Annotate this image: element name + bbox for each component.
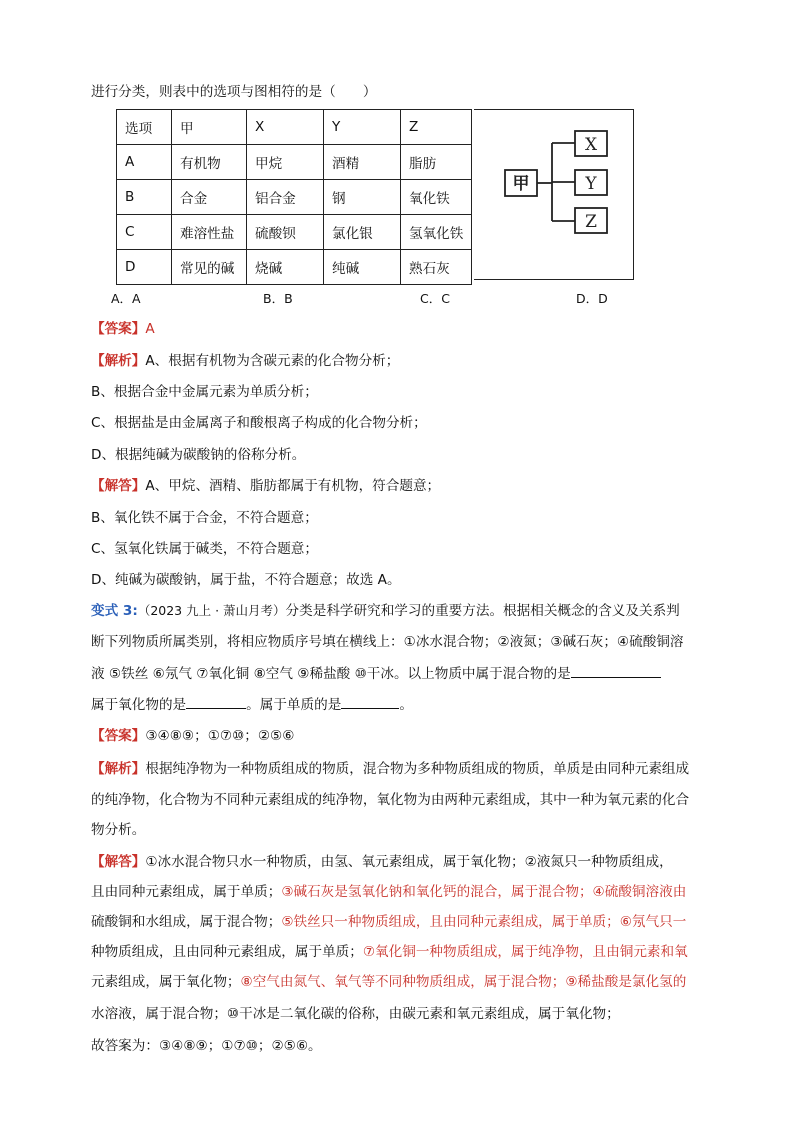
choice-d: D．D bbox=[576, 291, 608, 306]
q2-analysis-line bbox=[91, 759, 689, 779]
table-header-row bbox=[117, 110, 472, 145]
table-cell: 选项 bbox=[117, 110, 172, 145]
answer-tag: 【答案】 bbox=[91, 321, 146, 337]
q2-solution-line bbox=[91, 942, 688, 962]
q1-solution-line: B、氧化铁不属于合金，不符合题意； bbox=[91, 510, 318, 526]
solution-text: 且由同种元素组成，属于单质； bbox=[91, 884, 282, 900]
analysis-text: A、根据有机物为含碳元素的化合物分析； bbox=[145, 353, 400, 369]
table-cell: A bbox=[117, 145, 172, 180]
variant-label: 变式 3: bbox=[91, 603, 138, 619]
solution-text: 元素组成，属于氧化物； bbox=[91, 974, 241, 990]
q2-stem-line bbox=[91, 601, 680, 621]
mixture-blank[interactable] bbox=[571, 663, 661, 678]
table-cell: Y bbox=[324, 110, 401, 145]
q2-solution-line bbox=[91, 852, 673, 872]
analysis-tag: 【解析】 bbox=[91, 353, 146, 369]
q1-solution-line: C、氢氧化铁属于碱类，不符合题意； bbox=[91, 541, 318, 557]
table-cell: 熟石灰 bbox=[401, 250, 472, 285]
solution-text-highlight: ③碱石灰是氢氧化钠和氧化钙的混合，属于混合物；④硫酸铜溶液由 bbox=[281, 884, 687, 900]
q2-analysis-line: 物分析。 bbox=[91, 822, 146, 838]
q1-analysis-line: C、根据盐是由金属离子和酸根离子构成的化合物分析； bbox=[91, 415, 427, 431]
table-row bbox=[117, 215, 472, 250]
solution-text-highlight: ⑦氧化铜一种物质组成，属于纯净物，且由铜元素和氧 bbox=[362, 944, 688, 960]
table-cell: 氯化银 bbox=[324, 215, 401, 250]
q2-solution-line bbox=[91, 972, 686, 992]
table-row bbox=[117, 180, 472, 215]
table-cell: 难溶性盐 bbox=[172, 215, 247, 250]
solution-tag: 【解答】 bbox=[91, 854, 146, 870]
table-cell: 纯碱 bbox=[324, 250, 401, 285]
child-label-y: Y bbox=[585, 174, 597, 194]
answer-value: A bbox=[145, 321, 155, 337]
q2-solution-line bbox=[91, 882, 686, 902]
table-cell: 酒精 bbox=[324, 145, 401, 180]
table-cell: 脂肪 bbox=[401, 145, 472, 180]
q1-analysis-line: D、根据纯碱为碳酸钠的俗称分析。 bbox=[91, 447, 306, 463]
stem-text: 分类是科学研究和学习的重要方法。根据相关概念的含义及关系判 bbox=[285, 603, 680, 619]
q2-solution-line bbox=[91, 912, 686, 932]
table-cell: 氢氧化铁 bbox=[401, 215, 472, 250]
q2-stem-line: 断下列物质所属类别，将相应物质序号填在横线上：①冰水混合物；②液氮；③碱石灰；④硫酸铜溶 bbox=[91, 634, 684, 650]
q1-solution-line: D、纯碱为碳酸钠，属于盐，不符合题意；故选 A。 bbox=[91, 572, 401, 588]
solution-text-highlight: ⑤铁丝只一种物质组成，且由同种元素组成，属于单质；⑥氖气只一 bbox=[281, 914, 687, 930]
table-row bbox=[117, 145, 472, 180]
solution-tag: 【解答】 bbox=[91, 478, 146, 494]
table-cell: B bbox=[117, 180, 172, 215]
table-cell: Z bbox=[401, 110, 472, 145]
options-table bbox=[116, 109, 472, 285]
q2-analysis-line: 的纯净物，化合物为不同种元素组成的纯净物，氧化物为由两种元素组成，其中一种为氧元素的化合 bbox=[91, 792, 690, 808]
table-cell: C bbox=[117, 215, 172, 250]
q1-analysis-line: B、根据合金中金属元素为单质分析； bbox=[91, 384, 318, 400]
answer-value: ③④⑧⑨；①⑦⑩；②⑤⑥ bbox=[145, 728, 295, 744]
q2-stem-line bbox=[91, 694, 413, 715]
analysis-tag: 【解析】 bbox=[91, 761, 146, 777]
stem-text: 属于氧化物的是 bbox=[91, 697, 187, 713]
q2-stem-line bbox=[91, 663, 661, 684]
classification-figure bbox=[474, 109, 634, 280]
root-label: 甲 bbox=[512, 174, 530, 194]
q2-final-answer: 故答案为：③④⑧⑨；①⑦⑩；②⑤⑥。 bbox=[91, 1038, 322, 1054]
choice-c: C．C bbox=[420, 291, 450, 306]
table-cell: 烧碱 bbox=[247, 250, 324, 285]
table-cell: 有机物 bbox=[172, 145, 247, 180]
q2-answer bbox=[91, 726, 294, 746]
variant-source: （2023 九上 · 萧山月考） bbox=[137, 603, 286, 618]
child-label-z: Z bbox=[585, 212, 597, 232]
choice-b: B．B bbox=[263, 291, 293, 306]
solution-text-highlight: ⑧空气由氮气、氧气等不同种物质组成，属于混合物；⑨稀盐酸是氯化氢的 bbox=[240, 974, 687, 990]
stem-text: 。 bbox=[399, 697, 413, 713]
answer-tag: 【答案】 bbox=[91, 728, 146, 744]
table-cell: 合金 bbox=[172, 180, 247, 215]
q2-solution-line: 水溶液，属于混合物；⑩干冰是二氧化碳的俗称，由碳元素和氧元素组成，属于氧化物； bbox=[91, 1006, 620, 1022]
q1-analysis-line bbox=[91, 351, 399, 371]
solution-text: 种物质组成，且由同种元素组成，属于单质； bbox=[91, 944, 363, 960]
child-label-x: X bbox=[584, 135, 598, 155]
element-blank[interactable] bbox=[341, 694, 399, 709]
solution-text: ①冰水混合物只水一种物质，由氢、氧元素组成，属于氧化物；②液氮只一种物质组成， bbox=[145, 854, 673, 870]
question-intro: 进行分类，则表中的选项与图相符的是（ ） bbox=[91, 84, 377, 100]
tree-diagram bbox=[474, 110, 634, 281]
table-cell: 常见的碱 bbox=[172, 250, 247, 285]
solution-text: 硫酸铜和水组成，属于混合物； bbox=[91, 914, 282, 930]
table-cell: 钢 bbox=[324, 180, 401, 215]
q1-solution-line bbox=[91, 476, 440, 496]
table-cell: 硫酸钡 bbox=[247, 215, 324, 250]
table-cell: 氧化铁 bbox=[401, 180, 472, 215]
oxide-blank[interactable] bbox=[186, 694, 246, 709]
table-cell: D bbox=[117, 250, 172, 285]
q1-answer bbox=[91, 319, 155, 339]
stem-text: 。属于单质的是 bbox=[246, 697, 342, 713]
table-cell: X bbox=[247, 110, 324, 145]
table-row bbox=[117, 250, 472, 285]
table-cell: 甲 bbox=[172, 110, 247, 145]
table-cell: 甲烷 bbox=[247, 145, 324, 180]
solution-text: A、甲烷、酒精、脂肪都属于有机物，符合题意； bbox=[145, 478, 441, 494]
choice-a: A．A bbox=[111, 291, 141, 306]
table-cell: 铝合金 bbox=[247, 180, 324, 215]
analysis-text: 根据纯净物为一种物质组成的物质，混合物为多种物质组成的物质，单质是由同种元素组成 bbox=[145, 761, 690, 777]
stem-text: 液 ⑤铁丝 ⑥氖气 ⑦氧化铜 ⑧空气 ⑨稀盐酸 ⑩干冰。以上物质中属于混合物的是 bbox=[91, 666, 571, 682]
